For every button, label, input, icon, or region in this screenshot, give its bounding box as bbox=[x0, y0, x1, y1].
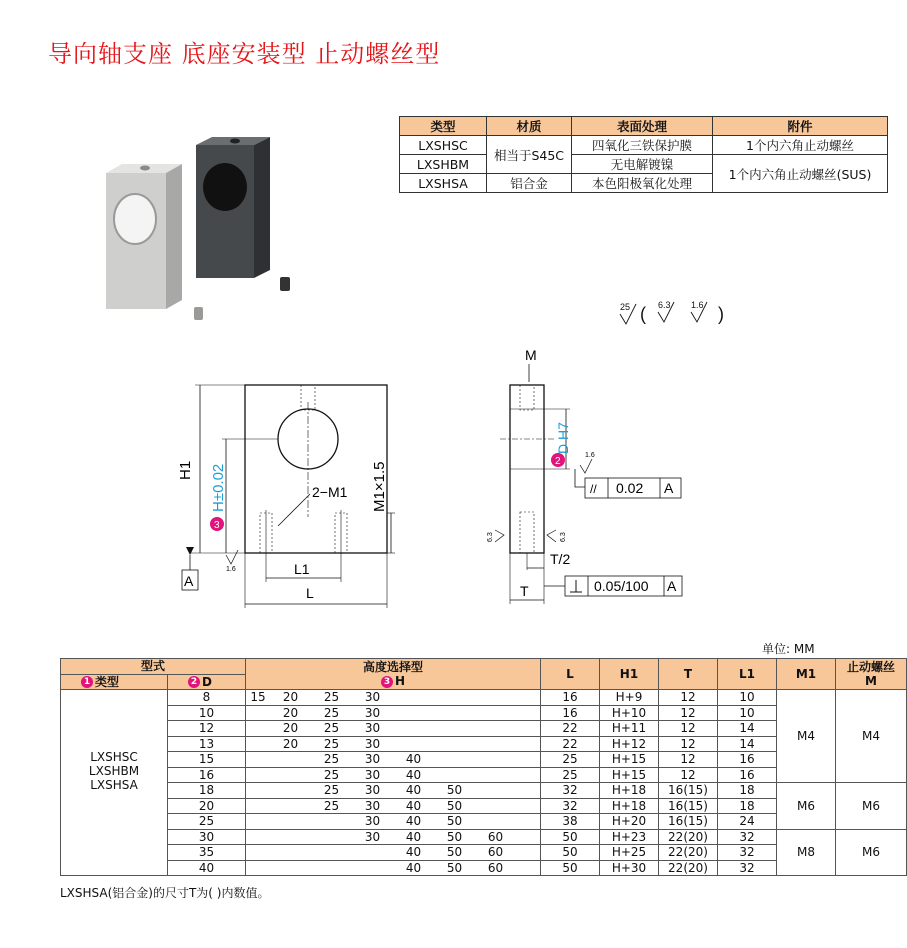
svg-text:6.3: 6.3 bbox=[487, 532, 494, 542]
table-row bbox=[61, 783, 907, 799]
height-option[interactable]: 25 bbox=[323, 783, 340, 798]
height-options bbox=[246, 752, 541, 768]
l-cell: 32 bbox=[541, 783, 600, 799]
table-row bbox=[61, 829, 907, 845]
height-options bbox=[246, 721, 541, 737]
m1-cell: M4 bbox=[777, 690, 836, 783]
label-d-h7: D H7 bbox=[555, 422, 571, 454]
height-options bbox=[246, 705, 541, 721]
height-option[interactable]: 50 bbox=[446, 860, 463, 875]
l-cell: 16 bbox=[541, 705, 600, 721]
header-height-select: 高度选择型 3 H bbox=[246, 659, 541, 690]
material-cell: 相当于S45C bbox=[487, 136, 572, 174]
l1-cell: 14 bbox=[718, 736, 777, 752]
d-cell: 8 bbox=[168, 690, 246, 706]
header-model: 型式 bbox=[61, 659, 246, 675]
height-option[interactable]: 25 bbox=[323, 690, 340, 705]
l1-cell: 32 bbox=[718, 829, 777, 845]
t-cell: 16(15) bbox=[659, 814, 718, 830]
l-cell: 50 bbox=[541, 845, 600, 861]
h1-cell: H+10 bbox=[600, 705, 659, 721]
t-cell: 12 bbox=[659, 690, 718, 706]
height-option[interactable]: 30 bbox=[364, 705, 381, 720]
d-cell: 30 bbox=[168, 829, 246, 845]
header-accessory: 附件 bbox=[713, 117, 888, 136]
t-cell: 22(20) bbox=[659, 860, 718, 876]
header-d: 2 D bbox=[168, 674, 246, 690]
accessory-cell: 1个内六角止动螺丝(SUS) bbox=[713, 155, 888, 193]
height-option[interactable]: 40 bbox=[405, 798, 422, 813]
l-cell: 22 bbox=[541, 721, 600, 737]
height-option[interactable]: 20 bbox=[282, 721, 299, 736]
h1-cell: H+18 bbox=[600, 798, 659, 814]
t-cell: 12 bbox=[659, 721, 718, 737]
accessory-cell: 1个内六角止动螺丝 bbox=[713, 136, 888, 155]
h1-cell: H+15 bbox=[600, 752, 659, 768]
h1-cell: H+30 bbox=[600, 860, 659, 876]
type-cell: LXSHBM bbox=[400, 155, 487, 174]
l-cell: 16 bbox=[541, 690, 600, 706]
surface-cell: 四氧化三铁保护膜 bbox=[572, 136, 713, 155]
header-l: L bbox=[541, 659, 600, 690]
height-option[interactable]: 60 bbox=[487, 860, 504, 875]
t-cell: 12 bbox=[659, 705, 718, 721]
t-cell: 12 bbox=[659, 752, 718, 768]
material-table-header bbox=[400, 117, 888, 136]
label-t: T bbox=[520, 583, 529, 599]
svg-text:6.3: 6.3 bbox=[560, 532, 567, 542]
height-option[interactable]: 40 bbox=[405, 829, 422, 844]
d-cell: 13 bbox=[168, 736, 246, 752]
header-surface: 表面处理 bbox=[572, 117, 713, 136]
label-h-tol: H±0.02 bbox=[210, 463, 227, 512]
d-cell: 12 bbox=[168, 721, 246, 737]
height-option[interactable]: 25 bbox=[323, 798, 340, 813]
height-option[interactable]: 50 bbox=[446, 845, 463, 860]
d-cell: 25 bbox=[168, 814, 246, 830]
type-name: LXSHSC bbox=[90, 750, 138, 764]
datum-a: A bbox=[184, 573, 194, 589]
label-l1: L1 bbox=[294, 561, 310, 577]
height-options bbox=[246, 798, 541, 814]
height-option[interactable]: 30 bbox=[364, 767, 381, 782]
screw-cell: M4 bbox=[836, 690, 907, 783]
height-option[interactable]: 40 bbox=[405, 752, 422, 767]
height-option[interactable]: 25 bbox=[323, 721, 340, 736]
material-cell: 铝合金 bbox=[487, 174, 572, 193]
d-cell: 20 bbox=[168, 798, 246, 814]
height-options bbox=[246, 767, 541, 783]
type-list bbox=[61, 690, 168, 876]
d-cell: 16 bbox=[168, 767, 246, 783]
material-table bbox=[399, 116, 888, 193]
height-options bbox=[246, 690, 541, 706]
surface-cell: 本色阳极氧化处理 bbox=[572, 174, 713, 193]
t-cell: 12 bbox=[659, 736, 718, 752]
l-cell: 50 bbox=[541, 860, 600, 876]
label-m1-depth: M1×1.5 bbox=[371, 461, 388, 512]
h1-cell: H+9 bbox=[600, 690, 659, 706]
header-h1: H1 bbox=[600, 659, 659, 690]
perpendicularity-value: 0.05/100 bbox=[594, 578, 649, 594]
l1-cell: 18 bbox=[718, 798, 777, 814]
height-option[interactable]: 30 bbox=[364, 721, 381, 736]
label-t-half: T/2 bbox=[550, 551, 571, 567]
header-m1: M1 bbox=[777, 659, 836, 690]
height-option[interactable]: 30 bbox=[364, 798, 381, 813]
height-option[interactable]: 25 bbox=[323, 767, 340, 782]
t-cell: 22(20) bbox=[659, 829, 718, 845]
l1-cell: 18 bbox=[718, 783, 777, 799]
h1-cell: H+25 bbox=[600, 845, 659, 861]
surface-roughness-symbols bbox=[618, 292, 743, 332]
height-option[interactable]: 30 bbox=[364, 829, 381, 844]
height-option[interactable]: 30 bbox=[364, 783, 381, 798]
h1-cell: H+15 bbox=[600, 767, 659, 783]
height-option[interactable]: 25 bbox=[323, 705, 340, 720]
material-row bbox=[400, 155, 888, 174]
svg-text:3: 3 bbox=[214, 520, 220, 531]
label-h1: H1 bbox=[177, 460, 194, 480]
height-options bbox=[246, 829, 541, 845]
header-screw: 止动螺丝 M bbox=[836, 659, 907, 690]
height-option[interactable]: 25 bbox=[323, 736, 340, 751]
header-type: 类型 bbox=[400, 117, 487, 136]
perpendicular-icon bbox=[570, 580, 582, 592]
t-cell: 12 bbox=[659, 767, 718, 783]
unit-label: 单位: MM bbox=[762, 642, 815, 656]
l1-cell: 32 bbox=[718, 845, 777, 861]
type-name: LXSHBM bbox=[88, 764, 140, 778]
spec-table bbox=[60, 658, 907, 876]
header-type: 1 类型 bbox=[61, 674, 168, 690]
product-image bbox=[100, 135, 300, 325]
h1-cell: H+20 bbox=[600, 814, 659, 830]
type-cell: LXSHSC bbox=[400, 136, 487, 155]
svg-text:1.6: 1.6 bbox=[585, 452, 595, 459]
parallel-icon: // bbox=[590, 482, 597, 496]
header-material: 材质 bbox=[487, 117, 572, 136]
height-option[interactable]: 40 bbox=[405, 767, 422, 782]
m1-cell: M8 bbox=[777, 829, 836, 876]
svg-text:A: A bbox=[664, 480, 674, 496]
m1-cell: M6 bbox=[777, 783, 836, 830]
height-option[interactable]: 25 bbox=[323, 752, 340, 767]
svg-text:): ) bbox=[718, 304, 724, 324]
l1-cell: 10 bbox=[718, 705, 777, 721]
svg-text:1.6: 1.6 bbox=[226, 566, 236, 573]
height-option[interactable]: 60 bbox=[487, 829, 504, 844]
parallelism-value: 0.02 bbox=[616, 480, 644, 496]
header-t: T bbox=[659, 659, 718, 690]
roughness-b: 1.6 bbox=[691, 300, 704, 310]
h1-cell: H+18 bbox=[600, 783, 659, 799]
l1-cell: 10 bbox=[718, 690, 777, 706]
height-options bbox=[246, 783, 541, 799]
d-cell: 18 bbox=[168, 783, 246, 799]
l-cell: 25 bbox=[541, 767, 600, 783]
label-m: M bbox=[525, 347, 537, 363]
surface-cell: 无电解镀镍 bbox=[572, 155, 713, 174]
label-l: L bbox=[306, 585, 314, 601]
height-options bbox=[246, 814, 541, 830]
material-row bbox=[400, 136, 888, 155]
l-cell: 22 bbox=[541, 736, 600, 752]
height-options bbox=[246, 860, 541, 876]
set-screw-icon bbox=[194, 277, 290, 320]
height-option[interactable]: 15 bbox=[250, 690, 266, 705]
d-cell: 15 bbox=[168, 752, 246, 768]
l1-cell: 32 bbox=[718, 860, 777, 876]
page-title: 导向轴支座 底座安装型 止动螺丝型 bbox=[48, 40, 441, 68]
header-l1: L1 bbox=[718, 659, 777, 690]
type-name: LXSHSA bbox=[90, 778, 138, 792]
height-option[interactable]: 20 bbox=[282, 690, 299, 705]
h1-cell: H+12 bbox=[600, 736, 659, 752]
height-option[interactable]: 50 bbox=[446, 798, 463, 813]
l1-cell: 16 bbox=[718, 767, 777, 783]
l-cell: 32 bbox=[541, 798, 600, 814]
d-cell: 35 bbox=[168, 845, 246, 861]
l-cell: 38 bbox=[541, 814, 600, 830]
height-options bbox=[246, 845, 541, 861]
footnote: LXSHSA(铝合金)的尺寸T为( )内数值。 bbox=[60, 886, 270, 900]
height-option[interactable]: 30 bbox=[364, 736, 381, 751]
technical-drawing bbox=[170, 342, 690, 612]
height-option[interactable]: 40 bbox=[405, 814, 422, 829]
height-option[interactable]: 50 bbox=[446, 829, 463, 844]
table-row bbox=[61, 690, 907, 706]
height-option[interactable]: 60 bbox=[487, 845, 504, 860]
label-2-m1: 2−M1 bbox=[312, 484, 348, 500]
svg-text:2: 2 bbox=[555, 456, 561, 467]
l-cell: 50 bbox=[541, 829, 600, 845]
height-option[interactable]: 30 bbox=[364, 814, 381, 829]
screw-cell: M6 bbox=[836, 783, 907, 830]
height-option[interactable]: 40 bbox=[405, 783, 422, 798]
type-cell: LXSHSA bbox=[400, 174, 487, 193]
t-cell: 16(15) bbox=[659, 798, 718, 814]
l1-cell: 16 bbox=[718, 752, 777, 768]
l1-cell: 24 bbox=[718, 814, 777, 830]
t-cell: 22(20) bbox=[659, 845, 718, 861]
height-option[interactable]: 20 bbox=[282, 705, 299, 720]
l-cell: 25 bbox=[541, 752, 600, 768]
height-options bbox=[246, 736, 541, 752]
height-option[interactable]: 30 bbox=[364, 690, 381, 705]
roughness-a: 6.3 bbox=[658, 300, 671, 310]
h1-cell: H+11 bbox=[600, 721, 659, 737]
d-cell: 40 bbox=[168, 860, 246, 876]
height-option[interactable]: 30 bbox=[364, 752, 381, 767]
roughness-main: 25 bbox=[620, 302, 631, 312]
height-option[interactable]: 40 bbox=[405, 845, 422, 860]
l1-cell: 14 bbox=[718, 721, 777, 737]
height-option[interactable]: 50 bbox=[446, 783, 463, 798]
svg-text:A: A bbox=[667, 578, 677, 594]
svg-text:(: ( bbox=[640, 304, 646, 324]
height-option[interactable]: 50 bbox=[446, 814, 463, 829]
height-option[interactable]: 40 bbox=[405, 860, 422, 875]
h1-cell: H+23 bbox=[600, 829, 659, 845]
t-cell: 16(15) bbox=[659, 783, 718, 799]
d-cell: 10 bbox=[168, 705, 246, 721]
height-option[interactable]: 20 bbox=[282, 736, 299, 751]
screw-cell: M6 bbox=[836, 829, 907, 876]
